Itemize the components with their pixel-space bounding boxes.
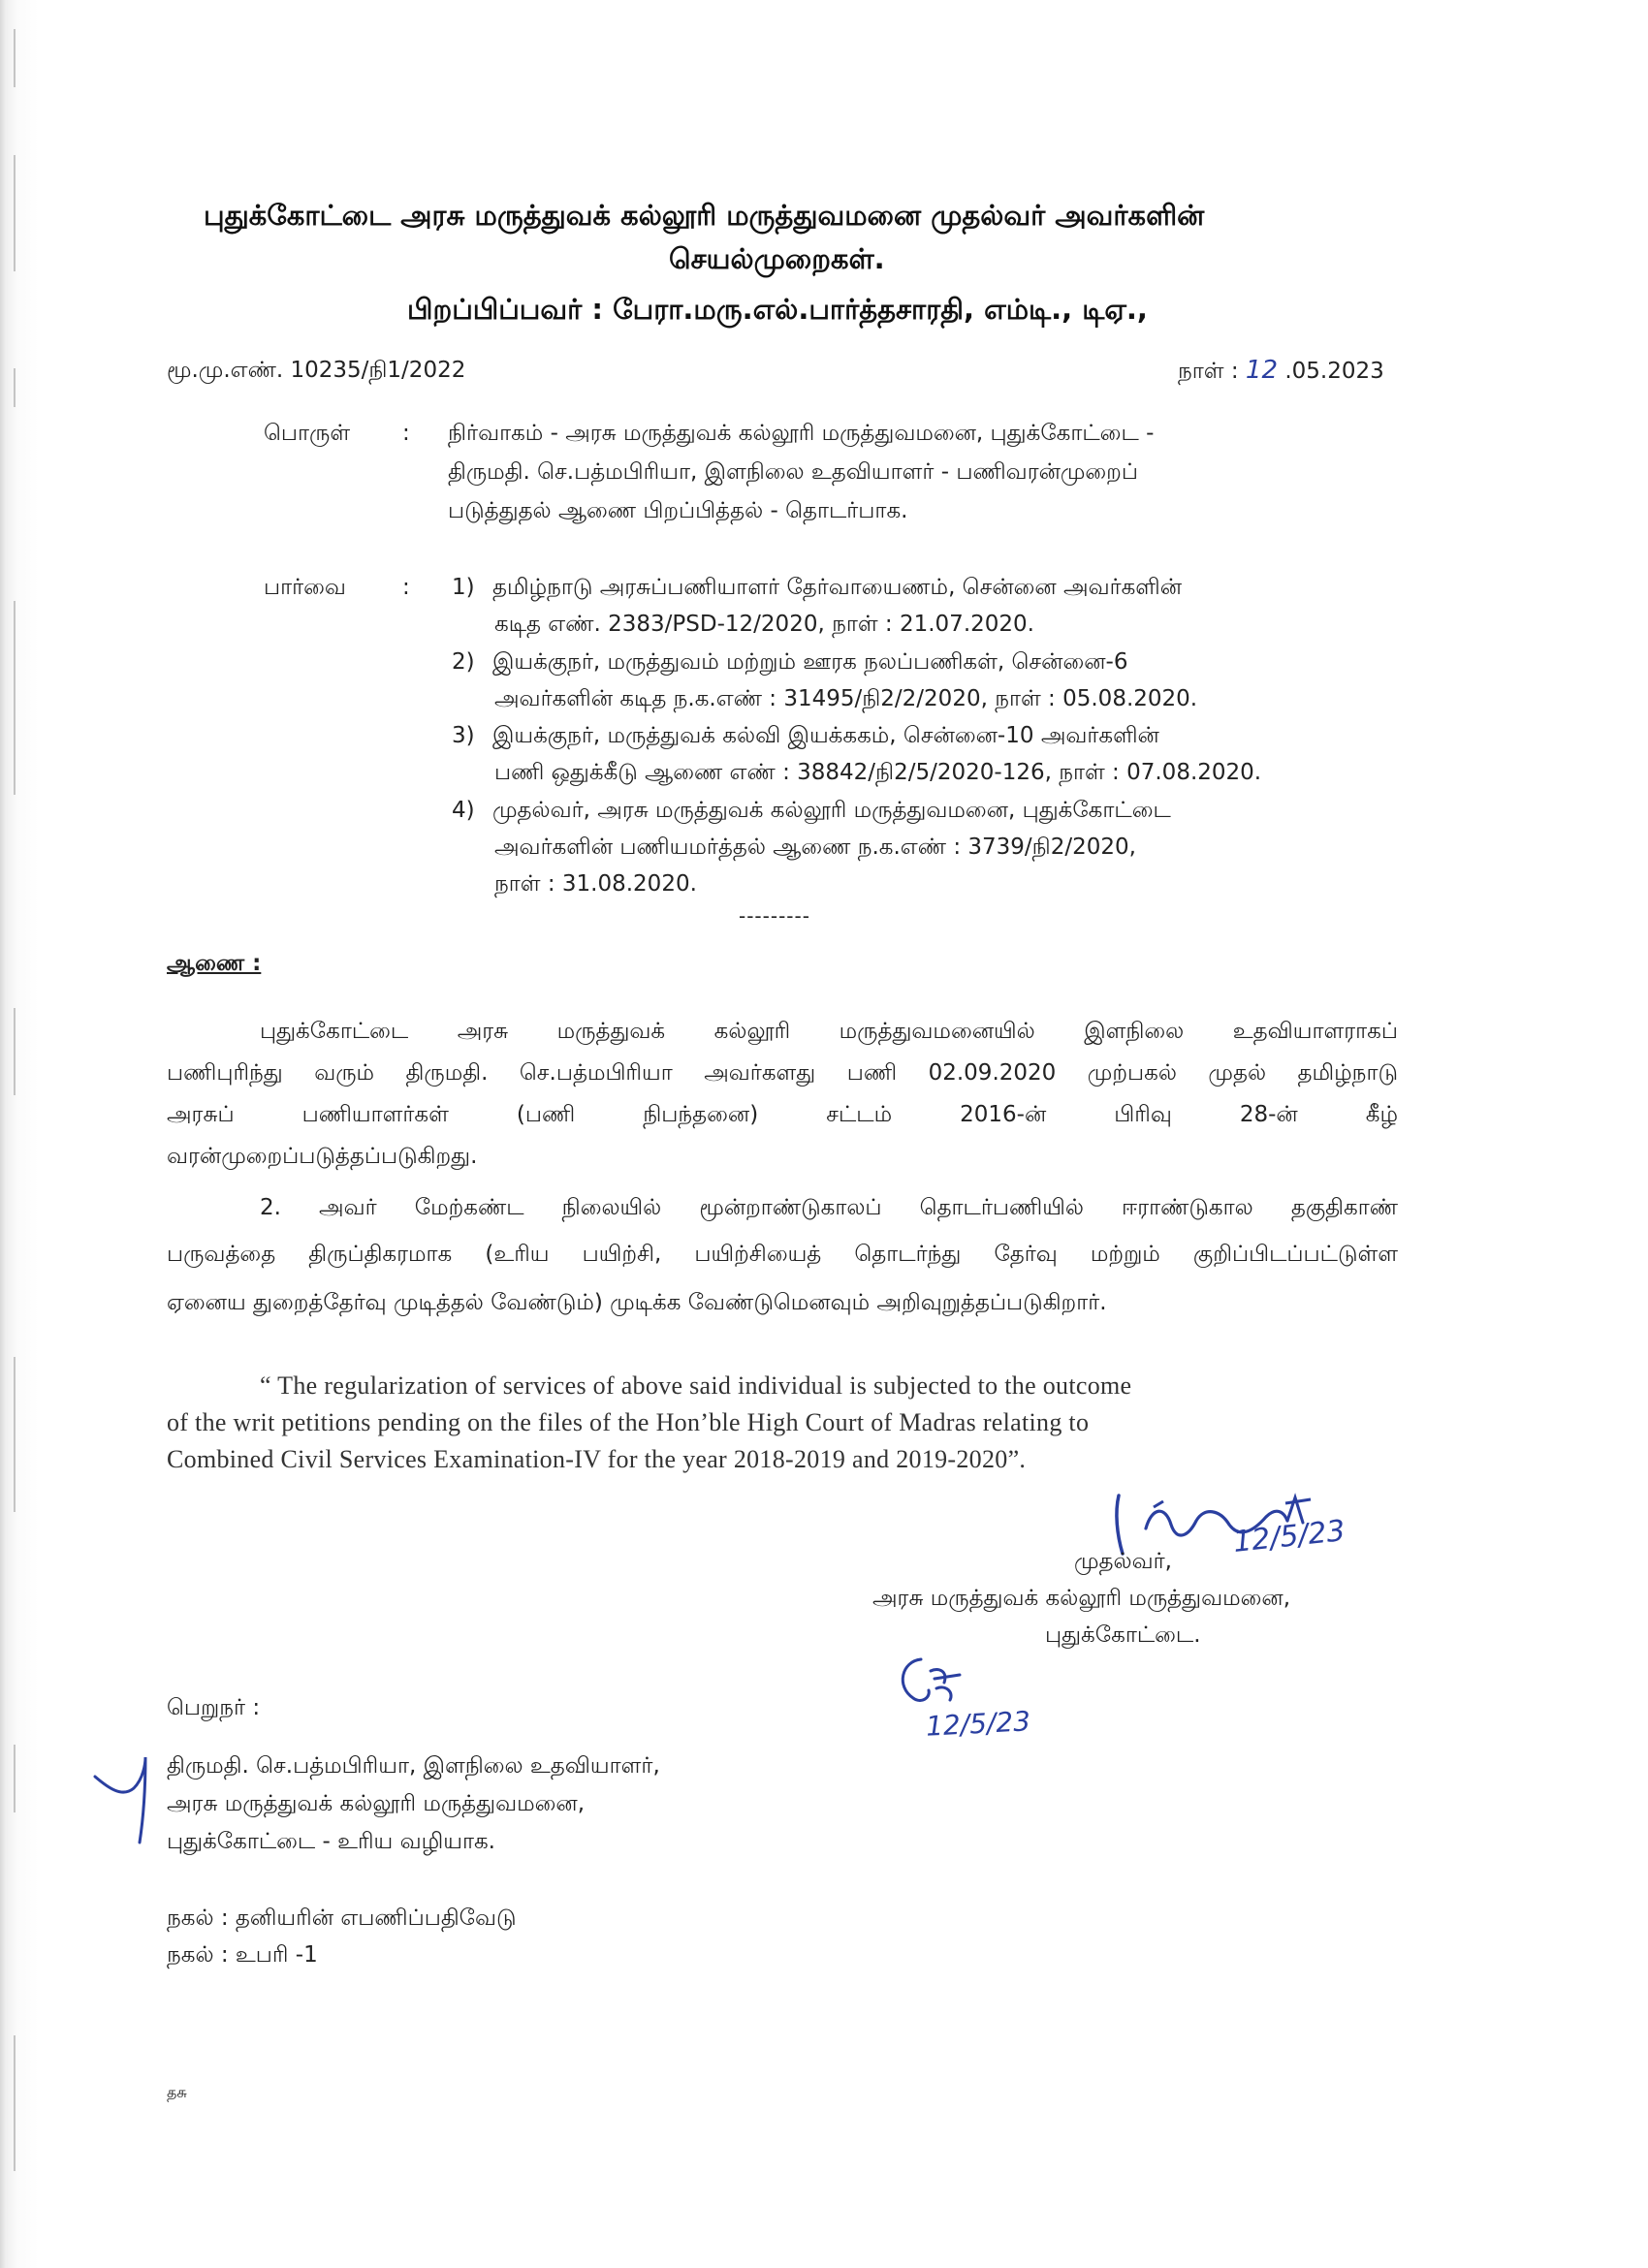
recipient-line-3: புதுக்கோட்டை - உரிய வழியாக. <box>167 1829 495 1854</box>
para3-line-3: Combined Civil Services Examination-IV for the year 2018-2019 and 2019-2020”. <box>167 1445 1027 1473</box>
date-suffix: .05.2023 <box>1284 359 1384 384</box>
order-heading: ஆணை : <box>167 951 262 976</box>
date-handwritten: 12 <box>1245 356 1278 385</box>
date-prefix: நாள் : <box>1178 359 1239 384</box>
para1-line-1: புதுக்கோட்டை அரசு மருத்துவக் கல்லூரி மருத்துவமனையில் இளநிலை உதவியாளராகப் <box>260 1019 1398 1044</box>
copy-line-1: நகல் : தனியரின் எபணிப்பதிவேடு <box>167 1906 517 1931</box>
subject-label: பொருள் <box>264 421 351 446</box>
ref-2-number: 2) <box>452 649 475 675</box>
ref-3-line-2: பணி ஒதுக்கீடு ஆணை எண் : 38842/நி2/5/2020-126, நாள் : 07.08.2020. <box>494 760 1262 785</box>
footer-initials: தசு <box>167 2083 187 2101</box>
subject-line-3: படுத்துதல் ஆணை பிறப்பித்தல் - தொடர்பாக. <box>448 498 908 523</box>
ref-2-line-1: இயக்குநர், மருத்துவம் மற்றும் ஊரக நலப்பணிகள், சென்னை-6 <box>492 649 1128 675</box>
copy-line-2: நகல் : உபரி -1 <box>167 1942 318 1968</box>
para1-line-2: பணிபுரிந்து வரும் திருமதி. செ.பத்மபிரியா அவர்களது பணி 02.09.2020 முற்பகல் முதல் தமிழ்நாடு <box>167 1060 1398 1086</box>
para3-line-2: of the writ petitions pending on the files of the Hon’ble High Court of Madras relating to <box>167 1408 1090 1436</box>
ref-2-line-2: அவர்களின் கடித ந.க.எண் : 31495/நி2/2/2020, நாள் : 05.08.2020. <box>494 686 1198 711</box>
ref-4-line-2: அவர்களின் பணியமர்த்தல் ஆணை ந.க.எண் : 3739/நி2/2020, <box>494 835 1136 860</box>
header-line-2: செயல்முறைகள். <box>669 242 885 275</box>
signature-line-3: புதுக்கோட்டை. <box>1045 1622 1201 1648</box>
reference-number: மூ.மு.எண். 10235/நி1/2022 <box>167 358 466 383</box>
subject-line-2: திருமதி. செ.பத்மபிரியா, இளநிலை உதவியாளர் - பணிவரன்முறைப் <box>448 459 1138 485</box>
para1-line-4: வரன்முறைப்படுத்தப்படுகிறது. <box>167 1144 478 1169</box>
reference-date <box>1178 352 1384 390</box>
signature-title: முதல்வர், <box>1074 1549 1172 1574</box>
signature-line-2: அரசு மருத்துவக் கல்லூரி மருத்துவமனை, <box>872 1586 1291 1611</box>
recipient-label: பெறுநர் : <box>167 1695 261 1720</box>
principal-signature-date: 12/5/23 <box>1231 1514 1347 1559</box>
subject-colon: : <box>402 421 410 446</box>
ref-4-line-3: நாள் : 31.08.2020. <box>494 871 697 897</box>
ref-4-line-1: முதல்வர், அரசு மருத்துவக் கல்லூரி மருத்துவமனை, புதுக்கோட்டை <box>492 798 1171 823</box>
ref-1-number: 1) <box>452 575 475 600</box>
recipient-tick-mark <box>89 1749 157 1846</box>
refs-separator: --------- <box>739 904 810 928</box>
recipient-line-1: திருமதி. செ.பத்மபிரியா, இளநிலை உதவியாளர், <box>167 1753 660 1779</box>
ref-3-line-1: இயக்குநர், மருத்துவக் கல்வி இயக்ககம், சென்னை-10 அவர்களின் <box>492 723 1159 748</box>
ref-1-line-2: கடித எண். 2383/PSD-12/2020, நாள் : 21.07.2020. <box>494 612 1034 637</box>
refs-colon: : <box>402 575 410 600</box>
ref-3-number: 3) <box>452 723 475 748</box>
ref-4-number: 4) <box>452 798 475 823</box>
refs-label: பார்வை <box>264 575 346 600</box>
second-signature-date: 12/5/23 <box>925 1705 1031 1743</box>
para2-line-3: ஏனைய துறைத்தேர்வு முடித்தல் வேண்டும்) முடிக்க வேண்டுமெனவும் அறிவுறுத்தப்படுகிறார். <box>167 1290 1107 1315</box>
subject-line-1: நிர்வாகம் - அரசு மருத்துவக் கல்லூரி மருத்துவமனை, புதுக்கோட்டை - <box>448 421 1155 446</box>
header-line-3: பிறப்பிப்பவர் : பேரா.மரு.எல்.பார்த்தசாரதி, எம்டி., டிஏ., <box>407 293 1148 326</box>
para3-line-1: “ The regularization of services of above said individual is subjected to the outcome <box>260 1371 1132 1400</box>
para2-line-2: பருவத்தை திருப்திகரமாக (உரிய பயிற்சி, பயிற்சியைத் தொடர்ந்து தேர்வு மற்றும் குறிப்பிடப்பட்டுள்ள <box>167 1242 1398 1267</box>
ref-1-line-1: தமிழ்நாடு அரசுப்பணியாளர் தேர்வாயைணம், சென்னை அவர்களின் <box>492 575 1183 600</box>
para2-line-1: 2. அவர் மேற்கண்ட நிலையில் மூன்றாண்டுகாலப் தொடர்பணியில் ஈராண்டுகால தகுதிகாண் <box>260 1195 1398 1220</box>
para1-line-3: அரசுப் பணியாளர்கள் (பணி நிபந்தனை) சட்டம் 2016-ன் பிரிவு 28-ன் கீழ் <box>167 1102 1398 1127</box>
recipient-line-2: அரசு மருத்துவக் கல்லூரி மருத்துவமனை, <box>167 1791 586 1816</box>
header-line-1: புதுக்கோட்டை அரசு மருத்துவக் கல்லூரி மருத்துவமனை முதல்வர் அவர்களின் <box>204 199 1205 232</box>
